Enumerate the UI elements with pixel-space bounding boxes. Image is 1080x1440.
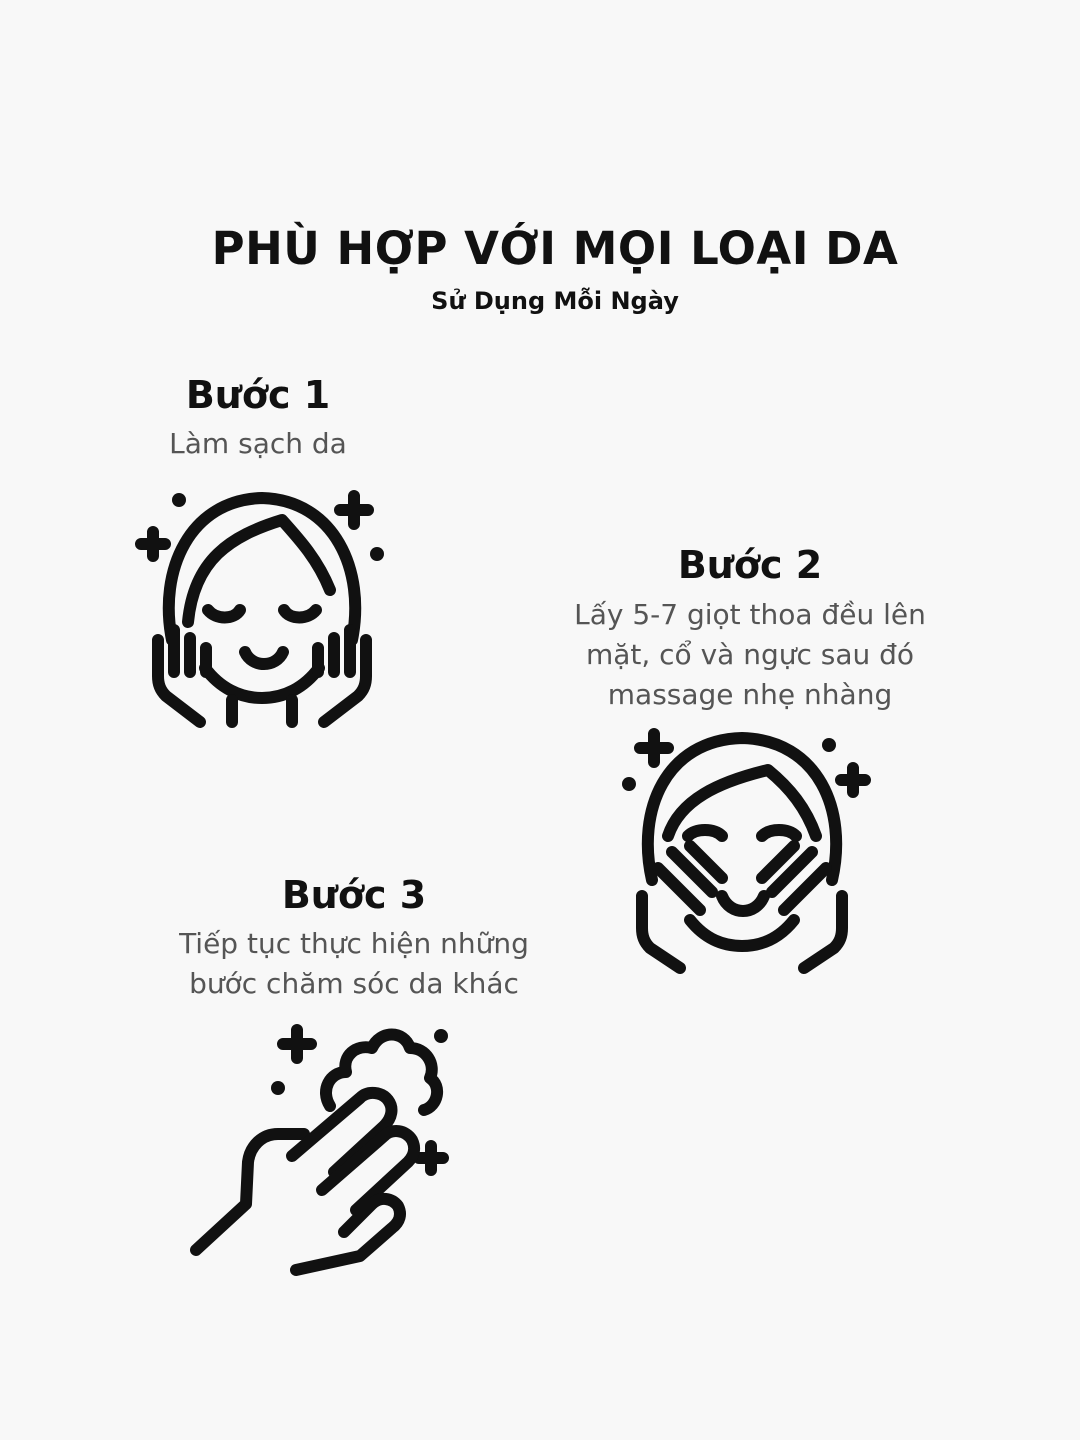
step-2-description	[550, 595, 950, 715]
page-subtitle: Sử Dụng Mỗi Ngày	[431, 287, 679, 315]
step-3-description-line-2: bước chăm sóc da khác	[189, 967, 519, 1000]
hand-foam-icon	[190, 1018, 450, 1278]
page-title: PHÙ HỢP VỚI MỌI LOẠI DA	[211, 222, 899, 275]
step-2-description-line-1: Lấy 5-7 giọt thoa đều lên	[574, 598, 926, 631]
step-1-heading: Bước 1	[185, 373, 331, 417]
step-2-description-line-3: massage nhẹ nhàng	[607, 678, 893, 711]
step-3-heading: Bước 3	[281, 873, 427, 917]
step-2-heading: Bước 2	[677, 543, 823, 587]
face-cleansing-icon	[140, 490, 390, 730]
step-3-description	[134, 924, 574, 1004]
step-3-description-line-1: Tiếp tục thực hiện những	[179, 927, 529, 960]
step-2-description-line-2: mặt, cổ và ngực sau đó	[585, 638, 915, 671]
step-1-description: Làm sạch da	[169, 427, 347, 460]
face-massage-icon	[620, 730, 870, 980]
